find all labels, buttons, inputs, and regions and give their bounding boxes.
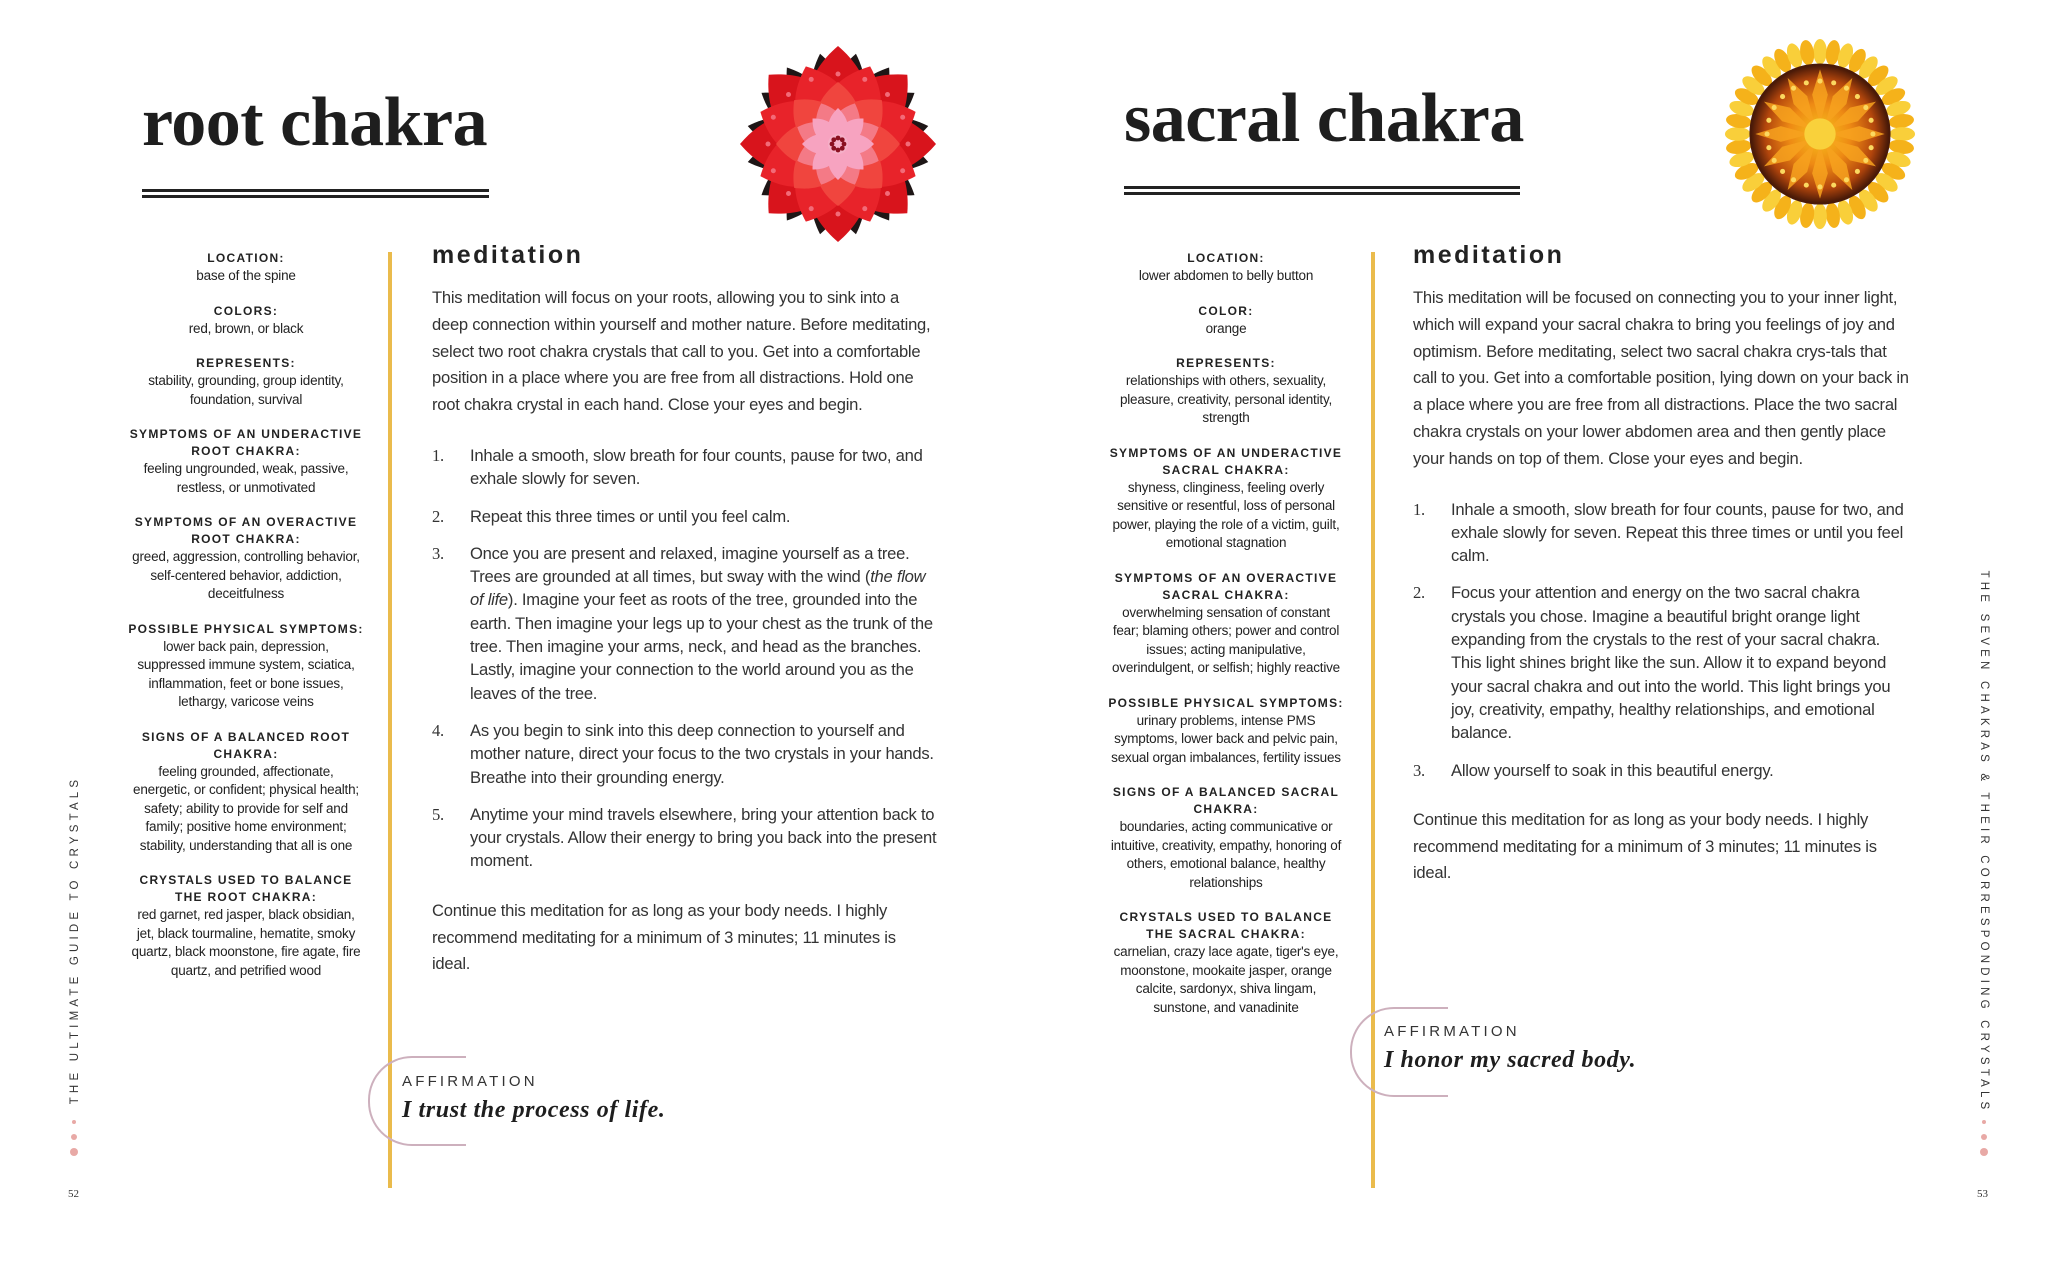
fact-label: POSSIBLE PHYSICAL SYMPTOMS:	[128, 621, 364, 636]
fact-section	[1108, 570, 1344, 678]
fact-value: stability, grounding, group identity, foundation, survival	[148, 373, 344, 407]
fact-label: SYMPTOMS OF AN OVERACTIVE SACRAL CHAKRA:	[1114, 570, 1338, 602]
fact-section	[128, 355, 364, 409]
fact-label: SYMPTOMS OF AN UNDERACTIVE SACRAL CHAKRA:	[1109, 445, 1343, 477]
fact-label: REPRESENTS:	[196, 356, 296, 370]
fact-value: lower back pain, depression, suppressed immune system, sciatica, inflammation, feet or bone issues, lethargy, varicose veins	[137, 638, 355, 709]
fact-label: COLOR:	[1198, 303, 1254, 318]
step-text: Inhale a smooth, slow breath for four counts, pause for two, and exhale slowly for seven.	[470, 445, 923, 489]
fact-section	[1108, 909, 1344, 1017]
step-text	[470, 542, 937, 705]
fact-label: COLORS:	[213, 303, 279, 318]
step-number: 3.	[1413, 760, 1425, 780]
chakra-facts-sidebar	[128, 250, 364, 997]
fact-value: red, brown, or black	[188, 320, 304, 336]
fact-label: POSSIBLE PHYSICAL SYMPTOMS:	[1108, 695, 1344, 710]
accent-divider	[388, 252, 392, 1188]
step-text: Focus your attention and energy on the two sacral chakra crystals you chose. Imagine a beautiful bright orange light expanding from the crystals to the rest of your sacral chakra. This light shines bright like the sun. Allow it to expand beyond your sacral chakra and out into the world. This light brings you joy, creativity, empathy, healthy relationships, and emotional balance.	[1451, 583, 1891, 743]
page-title: sacral chakra	[1124, 80, 1524, 157]
fact-section	[1108, 695, 1344, 768]
fact-value: feeling ungrounded, weak, passive, restless, or unmotivated	[143, 461, 349, 495]
meditation-heading: meditation	[1413, 241, 1565, 269]
chakra-facts-sidebar	[1108, 250, 1344, 1034]
fact-value: relationships with others, sexuality, pleasure, creativity, personal identity, strength	[1119, 373, 1333, 425]
fact-value: carnelian, crazy lace agate, tiger's eye, moonstone, mookaite jasper, orange calcite, sardonyx, shiva lingam, sunstone, and vanadinite	[1113, 944, 1339, 1015]
fact-value: boundaries, acting communicative or intuitive, creativity, empathy, honoring of others, emotional balance, healthy relationships	[1110, 819, 1342, 890]
step-number: 1.	[1413, 499, 1425, 519]
meditation-step	[432, 444, 937, 491]
meditation-body	[1413, 285, 1913, 912]
meditation-steps	[1413, 498, 1913, 782]
fact-value: base of the spine	[196, 268, 296, 283]
fact-value: red garnet, red jasper, black obsidian, jet, black tourmaline, hematite, smoky quartz, black moonstone, fire agate, fire quartz, and petrified wood	[131, 907, 361, 978]
title-rule	[1124, 192, 1520, 195]
fact-label: SYMPTOMS OF AN UNDERACTIVE ROOT CHAKRA:	[129, 427, 363, 458]
page-number: 52	[68, 1188, 79, 1200]
step-text-part: Once you are present and relaxed, imagine yourself as a tree. Trees are grounded at all times, but sway with the wind (	[470, 543, 910, 587]
meditation-step	[1413, 581, 1913, 744]
step-text-part: ). Imagine your feet as roots of the tree, grounded into the earth. Then imagine your legs up to your chest as the trunk of the tree. Then imagine your arms, neck, and head as the branches. Lastly, imagine your connection to the world around you as the leaves of the tree.	[470, 590, 933, 703]
step-text: As you begin to sink into this deep connection to yourself and mother nature, direct your focus to the two crystals in your hands. Breathe into their grounding energy.	[470, 720, 934, 787]
fact-section	[128, 303, 364, 339]
fact-value: greed, aggression, controlling behavior, self-centered behavior, addiction, deceitfulness	[132, 549, 360, 601]
fact-value: overwhelming sensation of constant fear; blaming others; power and control issues; acting manipulative, overindulgent, or selfish; highly reactive	[1112, 604, 1340, 675]
meditation-step	[432, 803, 937, 873]
fact-section	[1108, 784, 1344, 892]
step-number: 2.	[1413, 583, 1425, 603]
fact-section	[128, 872, 364, 980]
meditation-heading: meditation	[432, 241, 584, 269]
meditation-step	[432, 542, 937, 705]
affirmation-label: AFFIRMATION	[402, 1073, 538, 1090]
meditation-step	[432, 719, 937, 789]
decorative-dot	[1981, 1134, 1987, 1140]
step-number: 2.	[432, 506, 444, 526]
fact-section	[1108, 250, 1344, 286]
fact-section	[128, 621, 364, 712]
decorative-dot	[70, 1148, 78, 1156]
meditation-intro: This meditation will be focused on connecting you to your inner light, which will expand your sacral chakra to bring you feelings of joy and optimism. Before meditating, select two sacral chakra crys-tals that call to you. Get into a comfortable position, lying down on your back in a place where you are free from all distractions. Place the two sacral chakra crystals on your lower abdomen area and then gently place your hands on top of them. Close your eyes and begin.	[1413, 288, 1909, 468]
step-text: Anytime your mind travels elsewhere, bring your attention back to your crystals. Allow their energy to bring you back into the present moment.	[470, 804, 937, 871]
running-head: THE SEVEN CHAKRAS & THEIR CORRESPONDING CRYSTALS	[1978, 570, 1990, 1114]
meditation-closing: Continue this meditation for as long as your body needs. I highly recommend meditating for a minimum of 3 minutes; 11 minutes is ideal.	[1413, 809, 1877, 883]
fact-label: REPRESENTS:	[1176, 356, 1276, 370]
meditation-intro: This meditation will focus on your roots, allowing you to sink into a deep connection within yourself and mother nature. Before meditating, select two root chakra crystals that call to you. Get into a comfortable position in a place where you are free from all distractions. Hold one root chakra crystal in each hand. Close your eyes and begin.	[432, 288, 931, 415]
red-lotus-mandala-icon	[738, 44, 938, 244]
fact-value: shyness, clinginess, feeling overly sensitive or resentful, loss of personal power, playing the role of a victim, guilt, emotional stagnation	[1112, 479, 1340, 550]
fact-label: CRYSTALS USED TO BALANCE THE SACRAL CHAKRA:	[1119, 910, 1333, 941]
title-rule	[142, 195, 489, 198]
fact-section	[1108, 355, 1344, 428]
fact-label: SYMPTOMS OF AN OVERACTIVE ROOT CHAKRA:	[134, 515, 358, 546]
fact-value: lower abdomen to belly button	[1138, 268, 1314, 283]
step-number: 1.	[432, 445, 444, 465]
fact-section	[1108, 303, 1344, 339]
meditation-closing: Continue this meditation for as long as your body needs. I highly recommend meditating for a minimum of 3 minutes; 11 minutes is ideal.	[432, 900, 896, 974]
meditation-step	[1413, 498, 1913, 568]
meditation-body	[432, 285, 937, 1003]
title-rule	[142, 189, 489, 192]
italic-phrase: the flow of life	[470, 567, 926, 610]
fact-section	[128, 729, 364, 856]
step-text: Inhale a smooth, slow breath for four counts, pause for two, and exhale slowly for seven. Repeat this three times or until you feel calm.	[1451, 499, 1904, 566]
step-text: Repeat this three times or until you feel calm.	[470, 506, 791, 526]
fact-section	[1108, 445, 1344, 553]
fact-value: urinary problems, intense PMS symptoms, lower back and pelvic pain, sexual organ imbalances, fertility issues	[1111, 712, 1341, 765]
page-number: 53	[1977, 1188, 1988, 1200]
orange-sun-mandala-icon	[1722, 36, 1918, 232]
affirmation-quote: I honor my sacred body.	[1384, 1047, 1637, 1073]
step-text: Allow yourself to soak in this beautiful energy.	[1451, 760, 1774, 780]
meditation-step	[1413, 759, 1913, 782]
step-number: 4.	[432, 720, 444, 740]
decorative-dot	[71, 1134, 77, 1140]
fact-label: CRYSTALS USED TO BALANCE THE ROOT CHAKRA:	[139, 873, 353, 904]
fact-label: SIGNS OF A BALANCED ROOT CHAKRA:	[141, 729, 351, 761]
affirmation-quote: I trust the process of life.	[402, 1097, 666, 1123]
meditation-step	[432, 505, 937, 528]
step-number: 3.	[432, 543, 444, 563]
fact-label: LOCATION:	[207, 251, 285, 265]
decorative-dot	[1980, 1148, 1988, 1156]
fact-section	[128, 250, 364, 286]
fact-label: SIGNS OF A BALANCED SACRAL CHAKRA:	[1112, 785, 1340, 816]
running-head: THE ULTIMATE GUIDE TO CRYSTALS	[69, 775, 81, 1105]
meditation-steps	[432, 444, 937, 873]
step-number: 5.	[432, 804, 444, 824]
decorative-dot	[1982, 1120, 1986, 1124]
affirmation-label: AFFIRMATION	[1384, 1023, 1520, 1040]
fact-value: orange	[1205, 320, 1247, 336]
fact-section	[128, 514, 364, 604]
fact-label: LOCATION:	[1187, 251, 1265, 265]
title-rule	[1124, 186, 1520, 189]
decorative-dot	[72, 1120, 76, 1124]
page-title: root chakra	[142, 84, 488, 161]
fact-value: feeling grounded, affectionate, energetic, or confident; physical health; safety; ability to provide for self and family; positive home environment; stability, understanding that all is one	[133, 763, 359, 853]
fact-section	[128, 426, 364, 497]
